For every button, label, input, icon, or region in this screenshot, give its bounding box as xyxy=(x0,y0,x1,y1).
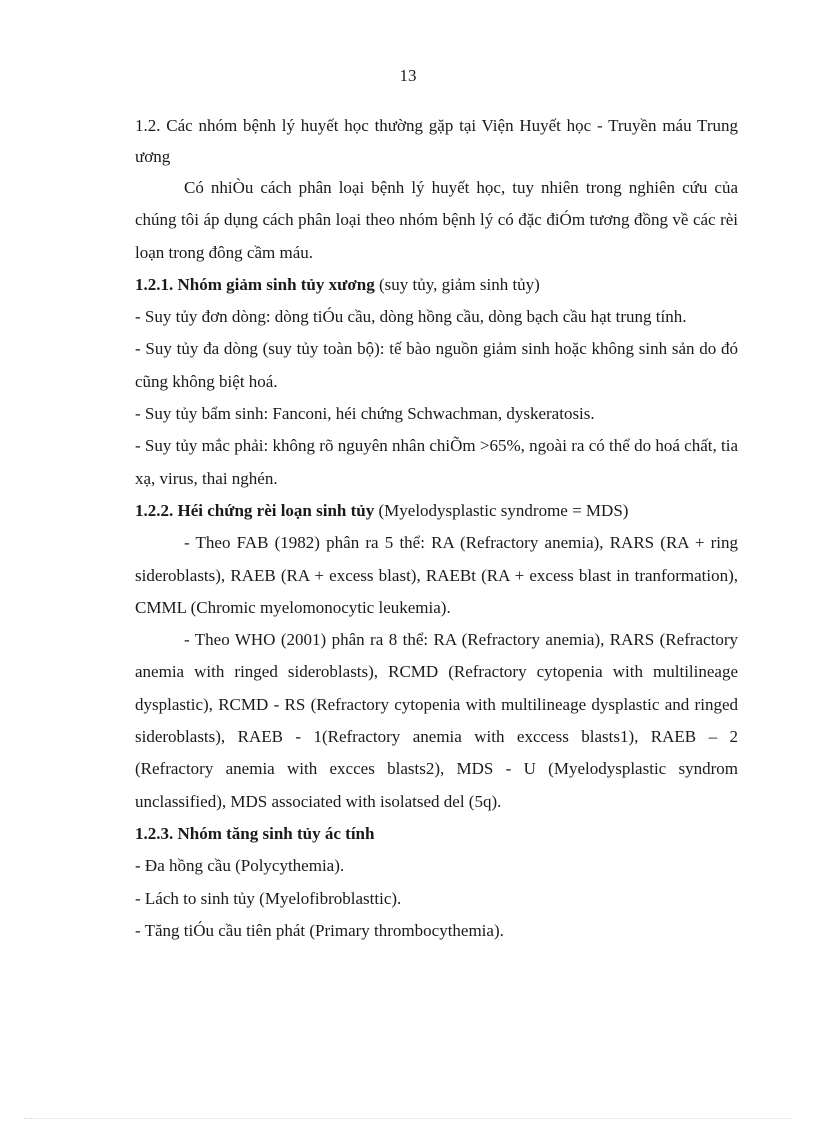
heading-1-2-2-text: 1.2.2. Héi chứng rèi loạn sinh tủy xyxy=(135,500,375,520)
list-item-thrombocythemia: - Tăng tiÓu cầu tiên phát (Primary thrombocythemia). xyxy=(135,920,504,940)
who-classification: - Theo WHO (2001) phân ra 8 thể: RA (Refractory anemia), RARS (Refractory anemia with ringed sideroblasts), RCMD (Refractory cytopenia with multilineage dysplastic), RCMD - RS (Refractory cytopenia with multilineage dysplastic and ringed sideroblasts), RAEB - 1(Refractory anemia with exccess blasts1), RAEB – 2 (Refractory anemia with excces blasts2), MDS - U (Myelodysplastic syndrom unclassified), MDS associated with isolatsed del (5q). xyxy=(135,630,738,811)
heading-1-2-2-note: (Myelodysplastic syndrome = MDS) xyxy=(374,500,629,520)
list-item-multi-lineage: - Suy tủy đa dòng (suy tủy toàn bộ): tế bào nguồn giảm sinh hoặc không sinh sản do đó cũng không biệt hoá. xyxy=(135,339,738,391)
list-item-single-lineage: - Suy tủy đơn dòng: dòng tiÓu cầu, dòng hồng cầu, dòng bạch cầu hạt trung tính. xyxy=(135,307,687,327)
intro-paragraph: Có nhiÒu cách phân loại bệnh lý huyết học, tuy nhiên trong nghiên cứu của chúng tôi áp dụng cách phân loại theo nhóm bệnh lý có đặc điÓm tương đồng về các rèi loạn trong đông cầm máu. xyxy=(135,178,738,262)
heading-1-2-1 xyxy=(135,269,738,301)
page-bottom-divider xyxy=(24,1118,792,1119)
page-number: 13 xyxy=(399,66,417,85)
list-item-polycythemia: - Đa hồng cầu (Polycythemia). xyxy=(135,856,345,876)
list-item-congenital: - Suy tủy bẩm sinh: Fanconi, héi chứng Schwachman, dyskeratosis. xyxy=(135,404,595,424)
heading-1-2-1-text: 1.2.1. Nhóm giảm sinh tủy xương xyxy=(135,274,375,294)
heading-1-2-3: 1.2.3. Nhóm tăng sinh tủy ác tính xyxy=(135,823,375,843)
document-body xyxy=(135,110,738,947)
list-item-myelofibrosis: - Lách to sinh tủy (Myelofibroblasttic). xyxy=(135,888,402,908)
section-title-1-2: 1.2. Các nhóm bệnh lý huyết học thường gặp tại Viện Huyết học - Truyền máu Trung ương xyxy=(135,116,738,166)
fab-classification: - Theo FAB (1982) phân ra 5 thể: RA (Refractory anemia), RARS (RA + ring sideroblasts), RAEB (RA + excess blast), RAEBt (RA + excess blast in tranformation), CMML (Chromic myelomonocytic leukemia). xyxy=(135,533,738,617)
list-item-acquired: - Suy tủy mắc phải: không rõ nguyên nhân chiÕm >65%, ngoài ra có thể do hoá chất, tia xạ, virus, thai nghén. xyxy=(135,436,738,488)
heading-1-2-1-note: (suy tủy, giảm sinh tủy) xyxy=(374,274,540,294)
heading-1-2-2 xyxy=(135,495,738,527)
